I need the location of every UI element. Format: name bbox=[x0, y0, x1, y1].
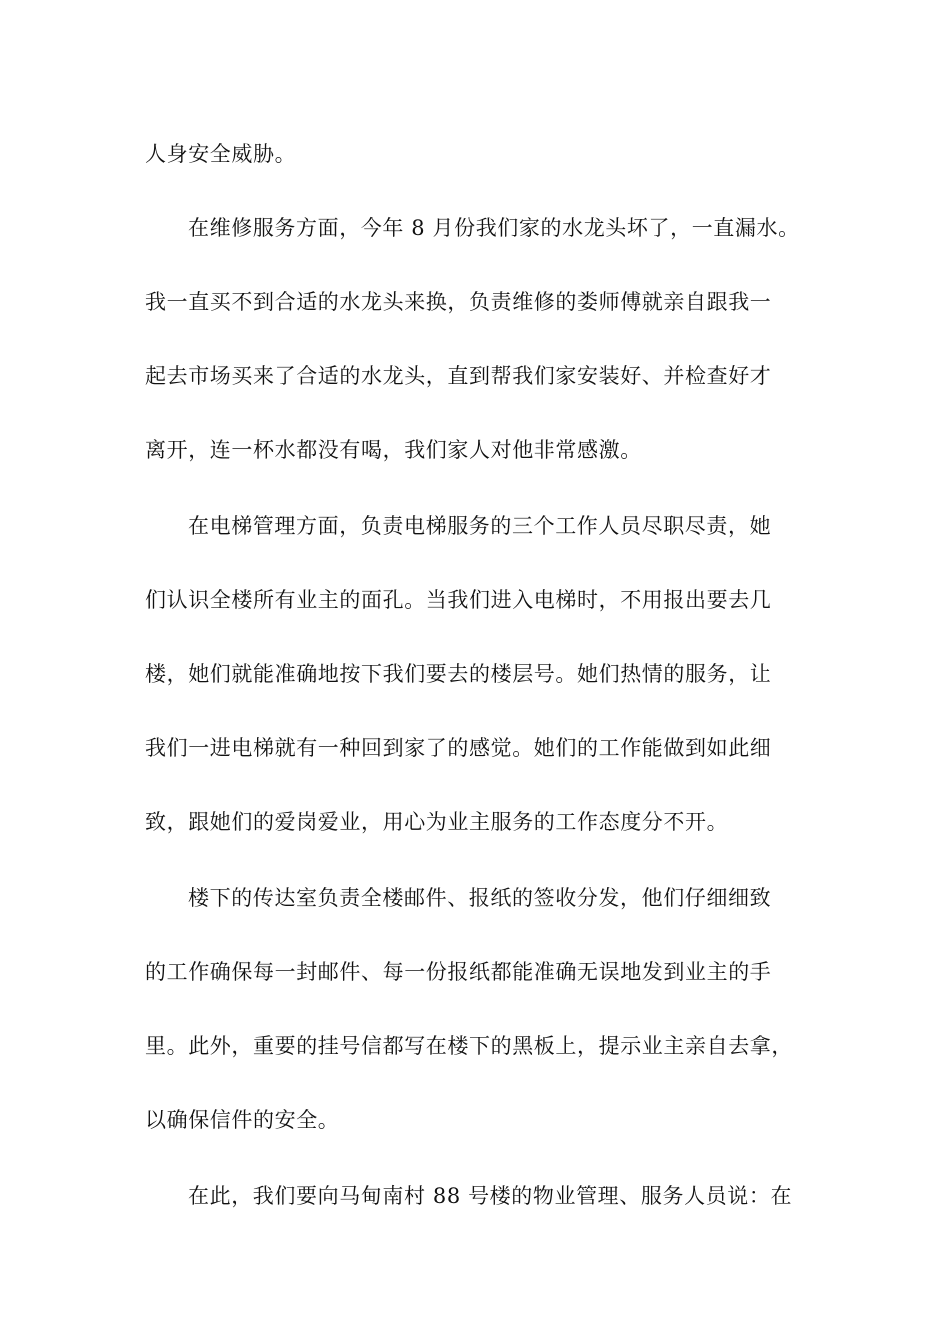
text-line: 致，跟她们的爱岗爱业，用心为业主服务的工作态度分不开。 bbox=[145, 810, 729, 834]
text-line: 楼，她们就能准确地按下我们要去的楼层号。她们热情的服务，让 bbox=[145, 662, 772, 686]
text-line: 们认识全楼所有业主的面孔。当我们进入电梯时，不用报出要去几 bbox=[145, 588, 772, 612]
paragraph-first-line: 在维修服务方面，今年 8 月份我们家的水龙头坏了，一直漏水。 bbox=[188, 216, 800, 240]
text-line: 人身安全威胁。 bbox=[145, 142, 297, 166]
text-line: 里。此外，重要的挂号信都写在楼下的黑板上，提示业主亲自去拿， bbox=[145, 1034, 793, 1058]
text-line: 起去市场买来了合适的水龙头，直到帮我们家安装好、并检查好才 bbox=[145, 364, 772, 388]
paragraph-first-line: 在电梯管理方面，负责电梯服务的三个工作人员尽职尽责，她 bbox=[188, 514, 772, 538]
text-line: 我们一进电梯就有一种回到家了的感觉。她们的工作能做到如此细 bbox=[145, 736, 772, 760]
paragraph-first-line: 楼下的传达室负责全楼邮件、报纸的签收分发，他们仔细细致 bbox=[188, 886, 772, 910]
paragraph-first-line: 在此，我们要向马甸南村 88 号楼的物业管理、服务人员说：在 bbox=[188, 1184, 793, 1208]
text-line: 离开，连一杯水都没有喝，我们家人对他非常感激。 bbox=[145, 438, 642, 462]
text-line: 以确保信件的安全。 bbox=[145, 1108, 340, 1132]
text-line: 我一直买不到合适的水龙头来换，负责维修的娄师傅就亲自跟我一 bbox=[145, 290, 772, 314]
text-line: 的工作确保每一封邮件、每一份报纸都能准确无误地发到业主的手 bbox=[145, 960, 772, 984]
